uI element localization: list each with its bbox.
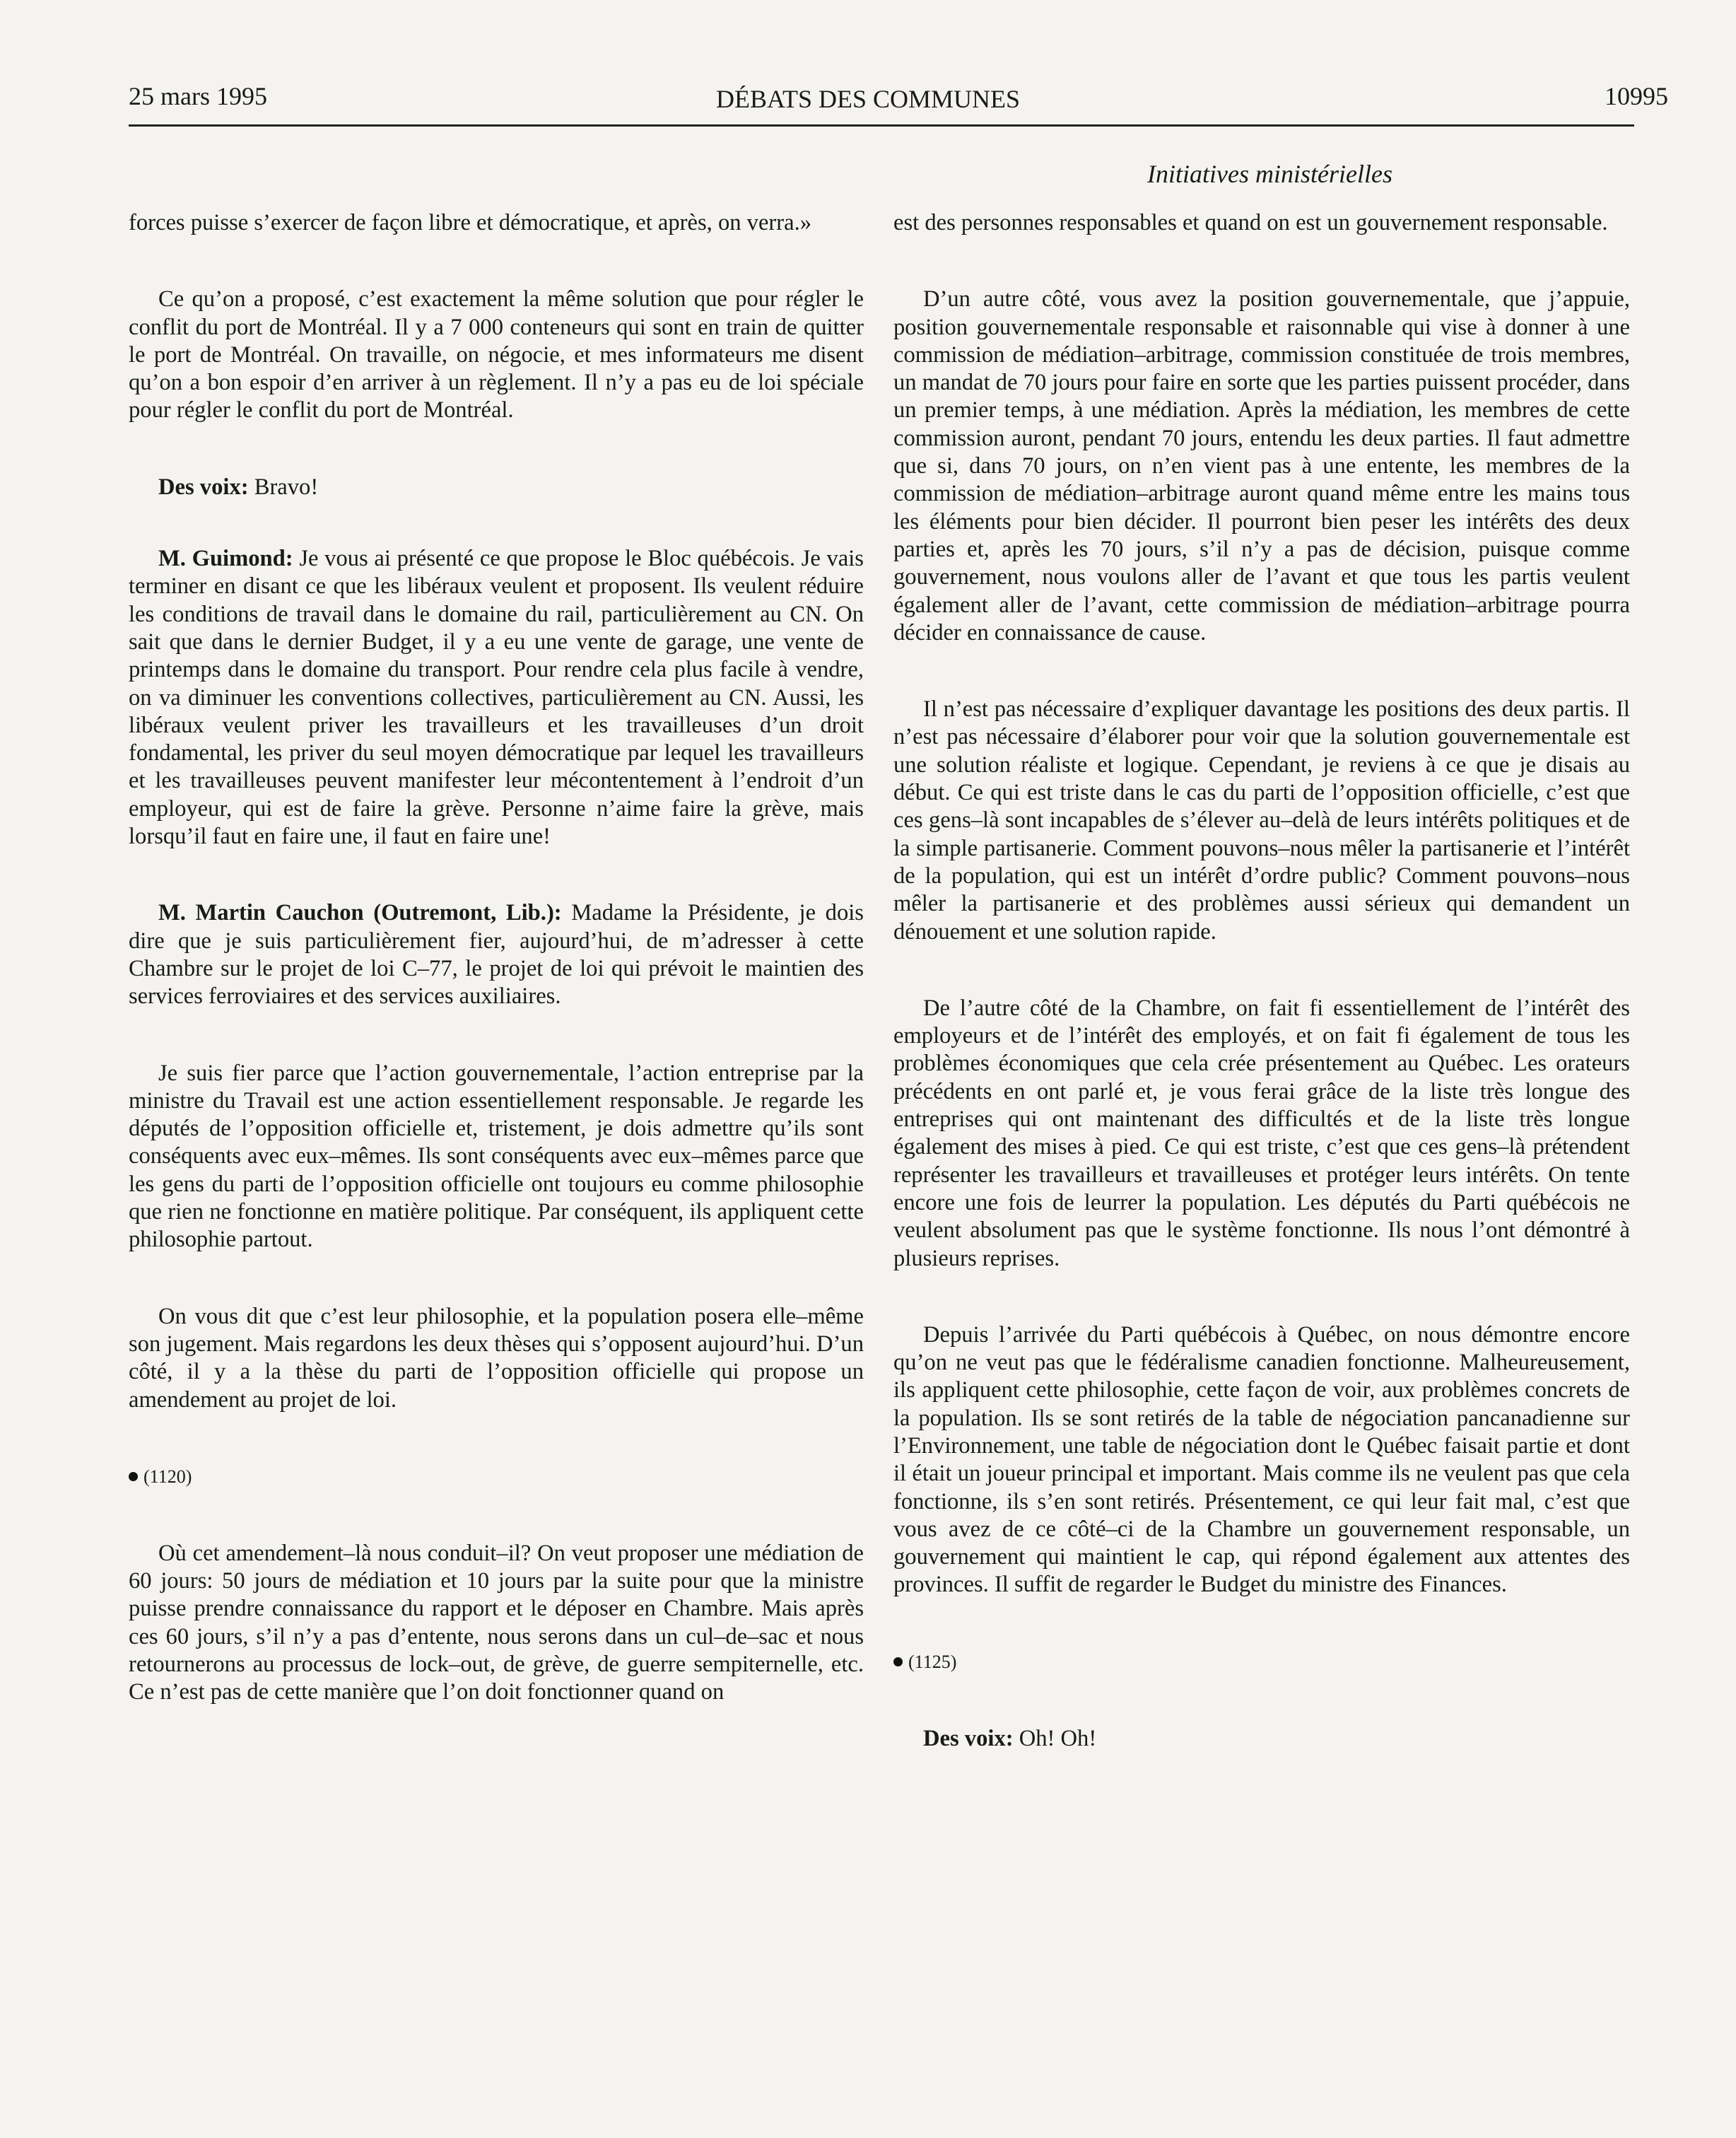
speech-text: Je vous ai présenté ce que propose le Bloc québécois. Je vais terminer en disant ce que les libéraux veulent et proposent. Ils veulent réduire les conditions de travail dans le domaine du rail, particulièrement au CN. On sait que dans le dernier Budget, il y a eu une vente de garage, une vente de printemps dans le domaine du transport. Pour rendre cela plus facile à vendre, on va diminuer les conventions collectives, particulièrement au CN. Aussi, les libéraux veulent priver les travailleurs et les travailleuses d’un droit fondamental, les priver du seul moyen démocratique par lequel les travailleurs et les travailleuses peuvent manifester leur mécontentement à l’endroit d’un employeur, qui est de faire la grève. Personne n’aime faire la grève, mais lorsqu’il faut en faire une, il faut en faire une! bbox=[129, 546, 864, 850]
time-marker-text: (1120) bbox=[143, 1466, 192, 1487]
paragraph bbox=[129, 899, 864, 1010]
speaker-name: M. Guimond: bbox=[158, 546, 293, 572]
section-title: Initiatives ministérielles bbox=[1147, 160, 1392, 188]
paragraph: On vous dit que c’est leur philosophie, et la population posera elle–même son jugement. Mais regardons les deux thèses qui s’opposent aujourd’hui. D’un côté, il y a la thèse du parti de l’opposition officielle qui propose un amendement au projet de loi. bbox=[129, 1303, 864, 1413]
speech-text: Oh! Oh! bbox=[1013, 1725, 1097, 1751]
header-date: 25 mars 1995 bbox=[129, 82, 267, 110]
header-title: DÉBATS DES COMMUNES bbox=[715, 85, 1021, 113]
header-page-number: 10995 bbox=[1605, 82, 1668, 110]
time-marker bbox=[129, 1463, 864, 1491]
paragraph: Je suis fier parce que l’action gouvernementale, l’action entreprise par la ministre du Travail est une action essentiellement responsable. Je regarde les députés de l’opposition officielle et, tristement, je dois admettre qu’ils sont conséquents avec eux–mêmes. Ils sont conséquents avec eux–mêmes parce que les gens du parti de l’opposition officielle ont toujours eu comme philosophie que rien ne fonctionne en matière politique. Par conséquent, ils appliquent cette philosophie partout. bbox=[129, 1060, 864, 1253]
paragraph: De l’autre côté de la Chambre, on fait fi essentiellement de l’intérêt des employeurs et de l’intérêt des employés, et on fait fi également de tous les problèmes économiques que cela crée présentement au Québec. Les orateurs précédents en ont parlé et, je vous ferai grâce de la liste très longue des entreprises qui ont maintenant des difficultés et de la liste très longue également des mises à pied. Ce qui est triste, c’est que ces gens–là prétendent représenter les travailleurs et travailleuses et protéger leurs intérêts. On tente encore une fois de leurrer la population. Les députés du Parti québécois ne veulent absolument pas que le système fonctionne. Ils nous l’ont démontré à plusieurs reprises. bbox=[893, 995, 1630, 1271]
paragraph: Ce qu’on a proposé, c’est exactement la même solution que pour régler le conflit du port de Montréal. Il y a 7 000 conteneurs qui sont en train de quitter le port de Montréal. On travaille, on négocie, et mes informateurs me disent qu’on a bon espoir d’en arriver à un règlement. Il n’y a pas eu de loi spéciale pour régler le conflit du port de Montréal. bbox=[129, 286, 864, 423]
speaker-name: Des voix: bbox=[923, 1725, 1014, 1751]
paragraph: forces puisse s’exercer de façon libre et démocratique, et après, on verra.» bbox=[129, 210, 812, 235]
speaker-name: Des voix: bbox=[158, 474, 249, 500]
left-column bbox=[129, 209, 864, 1756]
speech-text: Madame la Présidente, je dois dire que je suis particulièrement fier, aujourd’hui, de m’adresser à cette Chambre sur le projet de loi C–77, le projet de loi qui prévoit le maintien des services ferroviaires et des services auxiliaires. bbox=[129, 900, 864, 1010]
bullet-icon bbox=[893, 1657, 903, 1666]
paragraph: est des personnes responsables et quand on est un gouvernement responsable. bbox=[893, 210, 1608, 235]
header-rule bbox=[129, 124, 1634, 127]
speech-text: Bravo! bbox=[248, 474, 319, 500]
paragraph: Où cet amendement–là nous conduit–il? On veut proposer une médiation de 60 jours: 50 jours de médiation et 10 jours par la suite pour que la ministre puisse prendre connaissance du rapport et le déposer en Chambre. Mais après ces 60 jours, s’il n’y a pas d’entente, nous serons dans un cul–de–sac et nous retournerons au processus de lock–out, de grève, de guerre sempiternelle, etc. Ce n’est pas de cette manière que l’on doit fonctionner quand on bbox=[129, 1540, 864, 1705]
paragraph: Depuis l’arrivée du Parti québécois à Québec, on nous démontre encore qu’on ne veut pas que le fédéralisme canadien fonctionne. Malheureusement, ils appliquent cette philosophie, cette façon de voir, aux problèmes concrets de la population. Ils se sont retirés de la table de négociation pancanadienne sur l’Environnement, une table de négociation dont le Québec faisait partie et dont il était un joueur principal et important. Mais comme ils ne veulent pas que cela fonctionne, ils s’en sont retirés. Présentement, ce qui leur fait mal, c’est que vous avez de ce côté–ci de la Chambre un gouvernement responsable, un gouvernement qui maintient le cap, qui répond également aux attentes des provinces. Il suffit de regarder le Budget du ministre des Finances. bbox=[893, 1321, 1630, 1598]
bullet-icon bbox=[129, 1472, 138, 1481]
time-marker-text: (1125) bbox=[908, 1651, 957, 1672]
paragraph bbox=[893, 1725, 1630, 1753]
paragraph: Il n’est pas nécessaire d’expliquer davantage les positions des deux partis. Il n’est pas nécessaire d’élaborer pour voir que la solution gouvernementale est une solution réaliste et logique. Cependant, je reviens à ce que je disais au début. Ce qui est triste dans le cas du parti de l’opposition officielle, c’est que ces gens–là sont incapables de s’élever au–delà de leurs intérêts politiques et de la simple partisanerie. Comment pouvons–nous mêler la partisanerie et l’intérêt de la population, qui est un intérêt d’ordre public? Comment pouvons–nous mêler la partisanerie et des problèmes aussi sérieux qui demandent un dénouement et une solution rapide. bbox=[893, 696, 1630, 945]
paragraph: D’un autre côté, vous avez la position gouvernementale, que j’appuie, position gouvernementale responsable et raisonnable qui vise à donner à une commission de médiation–arbitrage, commission constituée de trois membres, un mandat de 70 jours pour faire en sorte que les parties puissent procéder, dans un premier temps, à une médiation. Après la médiation, les membres de cette commission auront, pendant 70 jours, entendu les deux parties. Il faut admettre que si, dans 70 jours, on n’en vient pas à une entente, les membres de la commission de médiation–arbitrage auront quand même entre les mains tous les éléments pour bien décider. Il pourront bien peser les intérêts des deux parties et, après les 70 jours, s’il n’y a pas de décision, puisque comme gouvernement, nous voulons aller de l’avant et que tous les partis veulent également aller de l’avant, cette commission de médiation–arbitrage pourra décider en connaissance de cause. bbox=[893, 286, 1630, 646]
time-marker bbox=[893, 1648, 1630, 1676]
right-column bbox=[893, 209, 1630, 1801]
paragraph bbox=[129, 474, 864, 501]
paragraph bbox=[129, 545, 864, 851]
speaker-name: M. Martin Cauchon (Outremont, Lib.): bbox=[158, 900, 562, 926]
